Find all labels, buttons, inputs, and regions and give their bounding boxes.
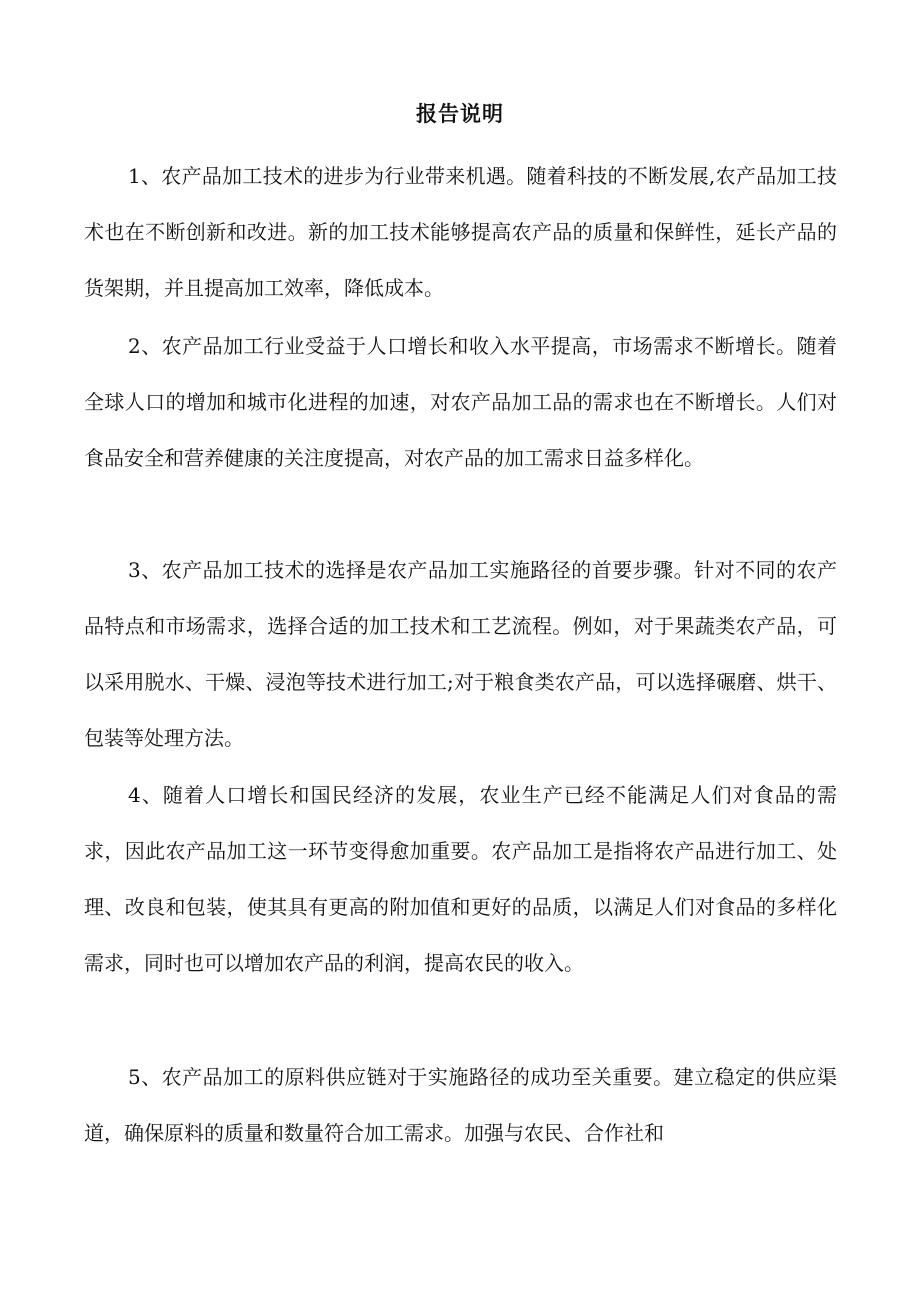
paragraph-3: 3、农产品加工技术的选择是农产品加工实施路径的首要步骤。针对不同的农产品特点和市场需求，选择合适的加工技术和工艺流程。例如，对于果蔬类农产品，可以采用脱水、干燥、浸泡等技术进行加工;对于粮食类农产品，可以选择碾磨、烘干、包装等处理方法。: [84, 558, 837, 750]
paragraph-1: 1、农产品加工技术的进步为行业带来机遇。随着科技的不断发展,农产品加工技术也在不断创新和改进。新的加工技术能够提高农产品的质量和保鲜性，延长产品的货架期，并且提高加工效率，降低成本。: [84, 164, 837, 300]
document-title: 报告说明: [416, 101, 504, 126]
paragraph-2: 2、农产品加工行业受益于人口增长和收入水平提高，市场需求不断增长。随着全球人口的增加和城市化进程的加速，对农产品加工品的需求也在不断增长。人们对食品安全和营养健康的关注度提高，对农产品的加工需求日益多样化。: [84, 334, 837, 470]
paragraph-4: 4、随着人口增长和国民经济的发展，农业生产已经不能满足人们对食品的需求，因此农产品加工这一环节变得愈加重要。农产品加工是指将农产品进行加工、处理、改良和包装，使其具有更高的附加值和更好的品质，以满足人们对食品的多样化需求，同时也可以增加农产品的利润，提高农民的收入。: [84, 783, 837, 975]
paragraph-5: 5、农产品加工的原料供应链对于实施路径的成功至关重要。建立稳定的供应渠道，确保原料的质量和数量符合加工需求。加强与农民、合作社和: [84, 1065, 837, 1145]
